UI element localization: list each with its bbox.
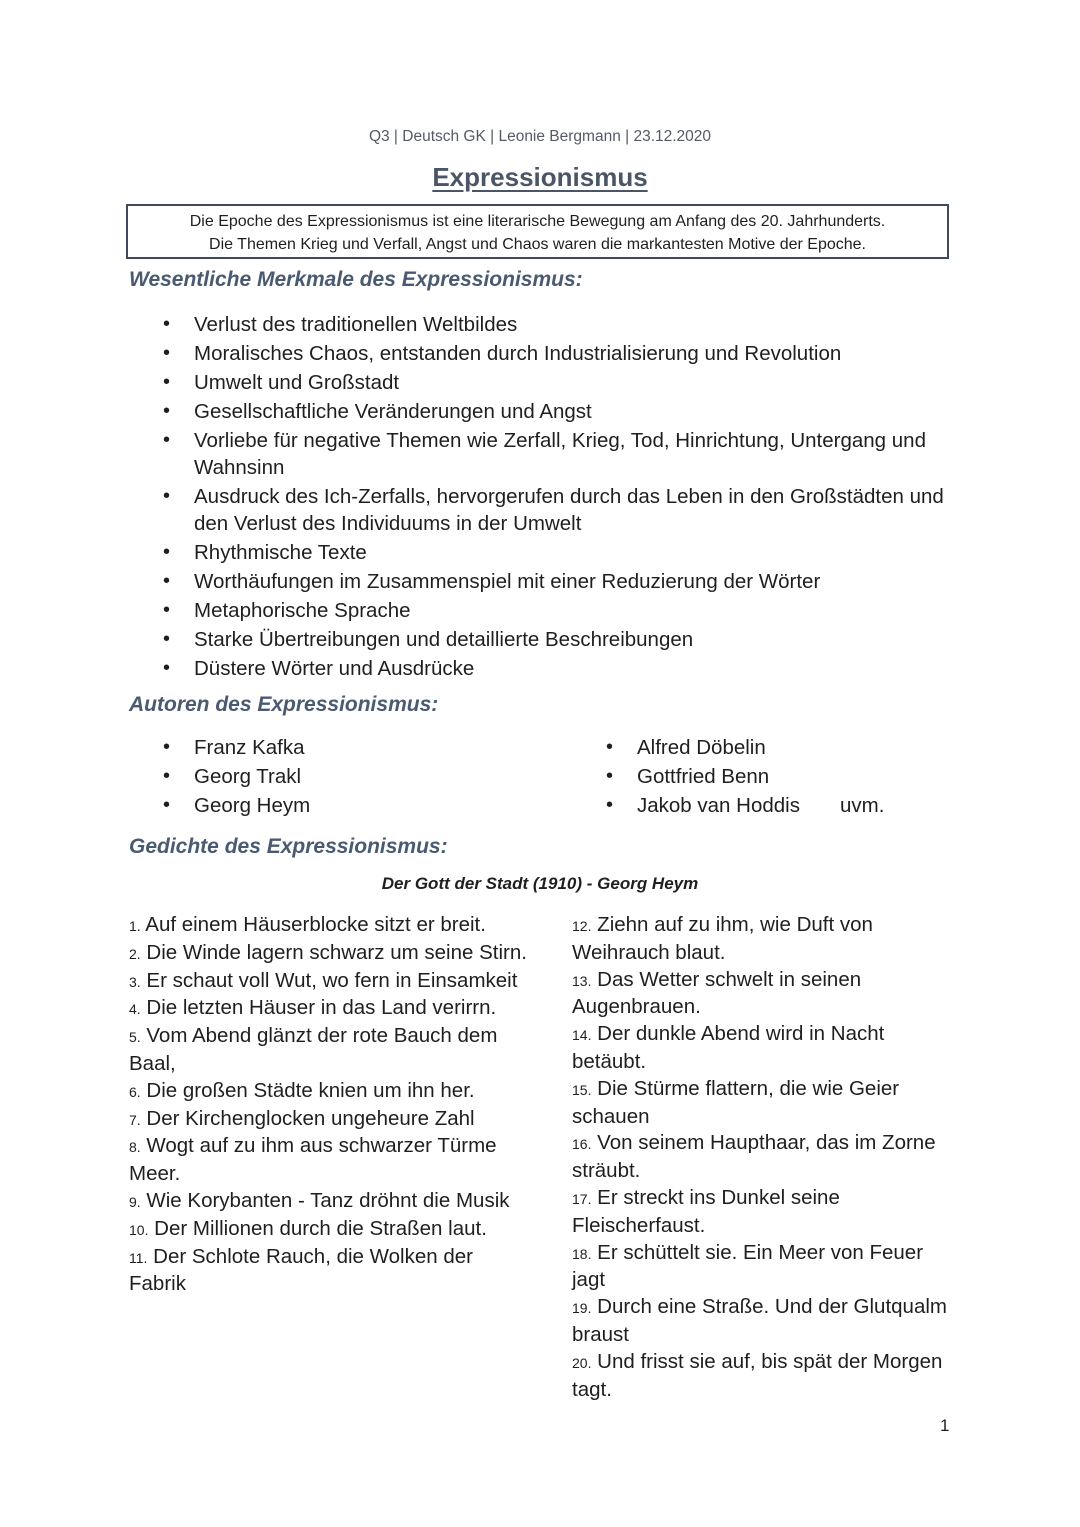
- feature-item: [163, 369, 974, 396]
- bullet-icon: •: [163, 400, 171, 422]
- poem-line-text: Vom Abend glänzt der rote Bauch dem Baal,: [129, 1024, 498, 1075]
- feature-item: [163, 655, 974, 682]
- poem-line-number: 9.: [129, 1193, 141, 1210]
- bullet-icon: •: [163, 628, 171, 650]
- feature-item: [163, 427, 974, 481]
- authors-heading: Autoren des Expressionismus:: [129, 693, 439, 716]
- poem-line: [572, 1185, 952, 1240]
- poem-line-number: 3.: [129, 973, 141, 990]
- poem-line: [129, 940, 529, 968]
- author-item-text: Franz Kafka: [194, 736, 305, 759]
- feature-item: [163, 568, 974, 595]
- poem-line-number: 20.: [572, 1354, 592, 1371]
- bullet-icon: •: [163, 794, 171, 816]
- poem-line-text: Die letzten Häuser in das Land verirrn.: [146, 996, 497, 1020]
- feature-item: [163, 340, 974, 367]
- poem-line: [572, 912, 952, 967]
- poem-line-number: 15.: [572, 1081, 592, 1098]
- poem-line: [572, 1021, 952, 1076]
- feature-item: [163, 597, 974, 624]
- poem-line-number: 11.: [129, 1249, 148, 1266]
- bullet-icon: •: [163, 429, 171, 451]
- feature-item-text: Umwelt und Großstadt: [194, 371, 400, 394]
- bullet-icon: •: [163, 541, 171, 563]
- feature-item-text: Starke Übertreibungen und detaillierte Beschreibungen: [194, 628, 694, 651]
- bullet-icon: •: [163, 371, 171, 393]
- poem-line: [129, 1078, 529, 1106]
- author-item: [163, 792, 514, 819]
- poem-column-left: [129, 912, 529, 1298]
- poem-line-number: 8.: [129, 1139, 141, 1156]
- feature-item-text: Düstere Wörter und Ausdrücke: [194, 657, 475, 680]
- authors-list-right: [606, 734, 957, 821]
- poem-line: [129, 1216, 529, 1244]
- author-item: [606, 734, 957, 761]
- poem-line-text: Wie Korybanten - Tanz dröhnt die Musik: [146, 1188, 510, 1212]
- poem-line: [572, 1294, 952, 1349]
- intro-line-2: Die Themen Krieg und Verfall, Angst und Chaos waren die markantesten Motive der Epoche.: [209, 236, 866, 253]
- poem-line: [572, 967, 952, 1022]
- feature-item: [163, 311, 974, 338]
- feature-item-text: Metaphorische Sprache: [194, 599, 411, 622]
- features-heading: Wesentliche Merkmale des Expressionismus:: [129, 268, 583, 291]
- poem-line: [572, 1076, 952, 1131]
- poem-line-number: 16.: [572, 1136, 592, 1153]
- poem-line-text: Auf einem Häuserblocke sitzt er breit.: [145, 913, 486, 936]
- poem-line-text: Der Schlote Rauch, die Wolken der Fabrik: [129, 1244, 473, 1296]
- poem-line-text: Er schaut voll Wut, wo fern in Einsamkeit: [146, 968, 518, 992]
- poems-heading: Gedichte des Expressionismus:: [129, 835, 448, 858]
- poem-line-number: 5.: [129, 1029, 141, 1046]
- poem-line-text: Die Stürme flattern, die wie Geier schauen: [572, 1076, 900, 1128]
- features-list: [163, 311, 974, 684]
- bullet-icon: •: [163, 599, 171, 621]
- intro-box: [126, 204, 949, 259]
- poem-column-right: [572, 912, 952, 1403]
- poem-line: [129, 1133, 529, 1188]
- author-item: [163, 763, 514, 790]
- page-number: 1: [940, 1416, 950, 1435]
- document-meta-line: Q3 | Deutsch GK | Leonie Bergmann | 23.12.2020: [368, 128, 712, 145]
- bullet-icon: •: [163, 485, 171, 507]
- poem-line: [572, 1240, 952, 1295]
- poem-line-number: 18.: [572, 1245, 592, 1262]
- feature-item-text: Verlust des traditionellen Weltbildes: [194, 313, 518, 336]
- bullet-icon: •: [163, 570, 171, 592]
- poem-line-text: Durch eine Straße. Und der Glutqualm braust: [572, 1295, 947, 1346]
- poem-line-number: 14.: [572, 1027, 592, 1044]
- poem-line-text: Er schüttelt sie. Ein Meer von Feuer jagt: [572, 1240, 924, 1292]
- poem-line: [129, 995, 529, 1023]
- feature-item-text: Worthäufungen im Zusammenspiel mit einer Reduzierung der Wörter: [194, 570, 821, 593]
- poem-line-text: Er streckt ins Dunkel seine Fleischerfaust.: [572, 1185, 840, 1237]
- feature-item-text: Vorliebe für negative Themen wie Zerfall, Krieg, Tod, Hinrichtung, Untergang und Wahnsinn: [194, 429, 926, 479]
- bullet-icon: •: [163, 342, 171, 364]
- poem-line-text: Die großen Städte knien um ihn her.: [146, 1078, 475, 1102]
- poem-line: [129, 1188, 529, 1216]
- poem-line-number: 2.: [129, 945, 141, 962]
- author-item: [163, 734, 514, 761]
- poem-line-text: Ziehn auf zu ihm, wie Duft von Weihrauch blaut.: [572, 913, 873, 964]
- poem-line-number: 13.: [572, 972, 592, 989]
- poem-line: [129, 1106, 529, 1134]
- poem-line-number: 12.: [572, 918, 592, 934]
- poem-line: [572, 1349, 952, 1404]
- poem-line: [129, 968, 529, 996]
- author-item-text: Gottfried Benn: [637, 765, 770, 788]
- poem-line: [129, 1244, 529, 1299]
- feature-item: [163, 483, 974, 537]
- poem-line-number: 6.: [129, 1083, 141, 1100]
- author-item: [606, 792, 957, 819]
- poem-line-number: 19.: [572, 1300, 592, 1317]
- poem-line-number: 10.: [129, 1221, 149, 1238]
- feature-item: [163, 626, 974, 653]
- poem-title: Der Gott der Stadt (1910) - Georg Heym: [381, 874, 699, 893]
- author-item-text: Alfred Döbelin: [637, 736, 766, 759]
- poem-line-text: Von seinem Haupthaar, das im Zorne sträubt.: [572, 1131, 936, 1183]
- bullet-icon: •: [163, 736, 171, 758]
- authors-list-left: [163, 734, 514, 821]
- feature-item-text: Ausdruck des Ich-Zerfalls, hervorgerufen durch das Leben in den Großstädten und den Verlust des Individuums in der Umwelt: [194, 485, 944, 535]
- poem-line: [129, 912, 529, 940]
- feature-item: [163, 398, 974, 425]
- poem-line: [572, 1130, 952, 1185]
- poem-line-text: Der Millionen durch die Straßen laut.: [154, 1216, 487, 1240]
- page-title: Expressionismus: [432, 162, 648, 192]
- poem-line-text: Das Wetter schwelt in seinen Augenbrauen.: [572, 967, 862, 1019]
- poem-line-number: 1.: [129, 918, 141, 934]
- poem-line-text: Die Winde lagern schwarz um seine Stirn.: [146, 940, 527, 964]
- author-item-text: Georg Heym: [194, 794, 311, 817]
- poem-line-number: 17.: [572, 1190, 592, 1207]
- bullet-icon: •: [606, 736, 614, 758]
- author-item-text: Georg Trakl: [194, 765, 302, 788]
- feature-item-text: Moralisches Chaos, entstanden durch Industrialisierung und Revolution: [194, 342, 842, 365]
- authors-suffix: uvm.: [840, 794, 885, 817]
- poem-line: [129, 1023, 529, 1078]
- poem-line-text: Wogt auf zu ihm aus schwarzer Türme Meer.: [129, 1134, 497, 1186]
- feature-item: [163, 539, 974, 566]
- feature-item-text: Rhythmische Texte: [194, 541, 367, 564]
- poem-line-number: 4.: [129, 1001, 141, 1018]
- intro-line-1: Die Epoche des Expressionismus ist eine literarische Bewegung am Anfang des 20. Jahrhunderts.: [189, 213, 886, 230]
- bullet-icon: •: [163, 657, 171, 679]
- bullet-icon: •: [606, 765, 614, 787]
- bullet-icon: •: [606, 794, 614, 816]
- poem-line-text: Und frisst sie auf, bis spät der Morgen tagt.: [572, 1349, 943, 1401]
- feature-item-text: Gesellschaftliche Veränderungen und Angst: [194, 400, 592, 423]
- author-item-text: Jakob van Hoddis: [637, 794, 800, 817]
- poem-line-number: 7.: [129, 1111, 141, 1128]
- bullet-icon: •: [163, 313, 171, 335]
- author-item: [606, 763, 957, 790]
- poem-line-text: Der Kirchenglocken ungeheure Zahl: [146, 1106, 475, 1130]
- bullet-icon: •: [163, 765, 171, 787]
- poem-line-text: Der dunkle Abend wird in Nacht betäubt.: [572, 1022, 885, 1073]
